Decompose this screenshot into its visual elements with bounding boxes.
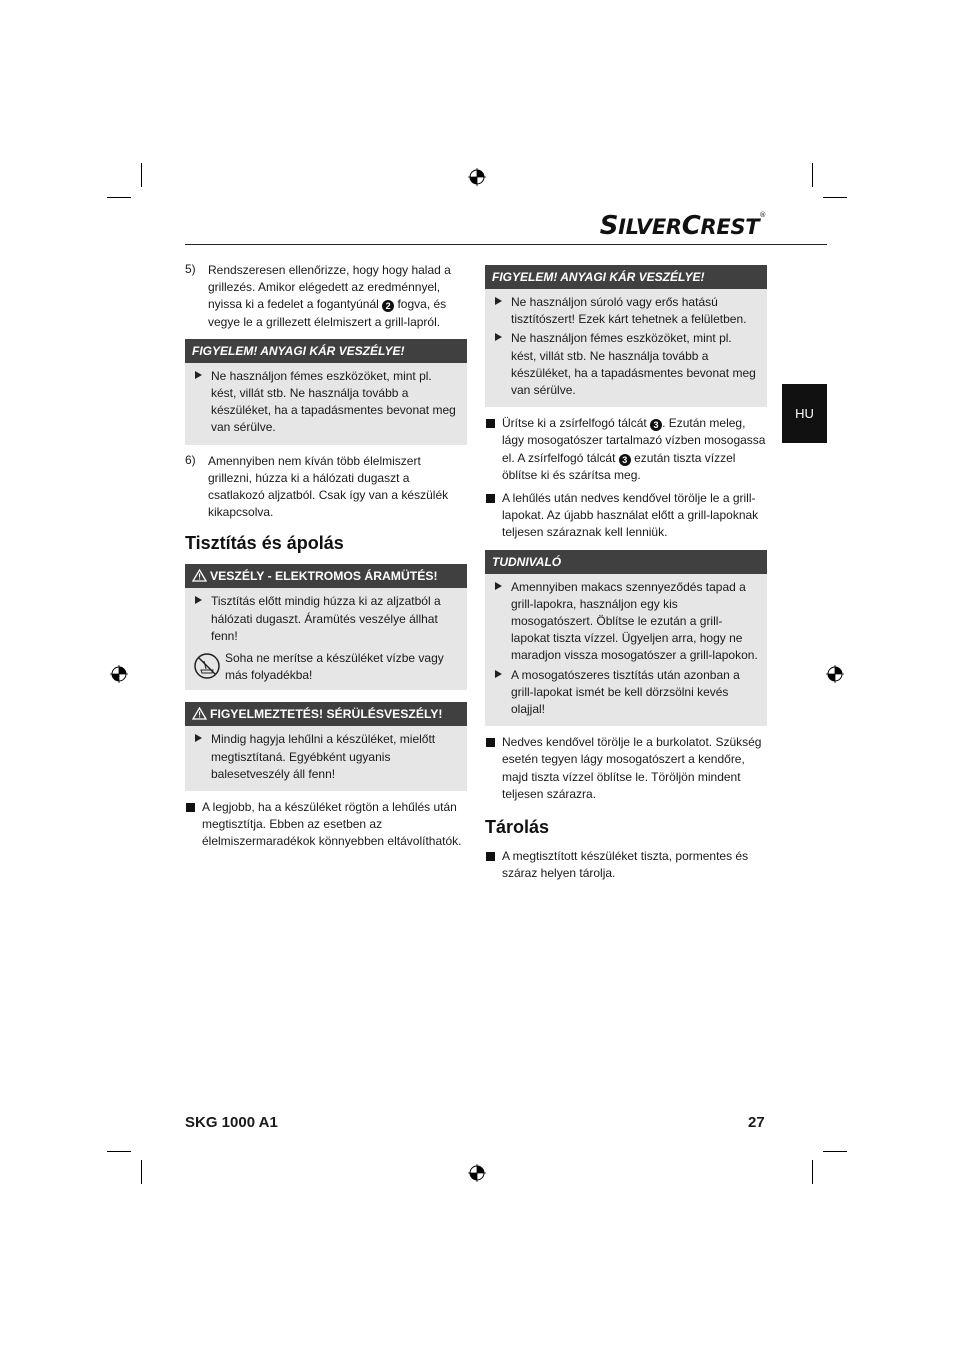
instruction-paragraph: A lehűlés után nedves kendővel törölje le a grill-lapokat. Az újabb használat előtt a grill-lapoknak teljesen száraznak kell lenniük. [485, 490, 767, 542]
part-ref-3: 3 [650, 419, 662, 431]
instruction-paragraph: A megtisztított készüléket tiszta, pormentes és száraz helyen tárolja. [485, 848, 767, 882]
page-number: 27 [748, 1114, 765, 1131]
square-bullet-icon [486, 494, 495, 503]
left-column [185, 262, 467, 857]
warning-header: FIGYELMEZTETÉS! SÉRÜLÉSVESZÉLY! [185, 702, 467, 726]
arrow-bullet-icon [495, 297, 502, 305]
arrow-bullet-icon [195, 371, 202, 379]
crop-mark [812, 163, 813, 187]
crop-mark [141, 163, 142, 187]
crop-mark [107, 197, 131, 198]
danger-box-electric-shock [185, 564, 467, 690]
caution-header: FIGYELEM! ANYAGI KÁR VESZÉLYE! [185, 339, 467, 363]
list-item: Ne használjon fémes eszközöket, mint pl. kést, villát stb. Ne használja tovább a készüléket, ha a tapadásmentes bevonat meg van sérülve. [493, 330, 759, 399]
crop-mark [823, 1151, 847, 1152]
warning-triangle-icon [192, 569, 207, 582]
model-number: SKG 1000 A1 [185, 1114, 278, 1131]
list-item: Ne használjon súroló vagy erős hatású tisztítószert! Ezek kárt tehetnek a felületben. [493, 294, 759, 328]
step-6: 6) Amennyiben nem kíván több élelmiszert grillezni, húzza ki a hálózati dugaszt a csatlakozó aljzatból. Csak így van a készülék kikapcsolva. [185, 452, 449, 520]
list-item: Tisztítás előtt mindig húzza ki az aljzatból a hálózati dugaszt. Áramütés veszélye állhat fenn! [193, 593, 459, 645]
crop-mark [823, 197, 847, 198]
caution-box-material-damage [185, 339, 467, 445]
instruction-paragraph: A legjobb, ha a készüléket rögtön a lehűlés után megtisztítja. Ebben az esetben az élelmiszermaradékok könnyebben eltávolíthatók. [185, 799, 467, 851]
square-bullet-icon [486, 852, 495, 861]
note-box [485, 550, 767, 727]
crop-mark [812, 1160, 813, 1184]
square-bullet-icon [486, 419, 495, 428]
no-immersion-notice: Soha ne merítse a készüléket vízbe vagy más folyadékba! [193, 650, 459, 684]
language-tab: HU [782, 384, 827, 443]
arrow-bullet-icon [495, 670, 502, 678]
crop-mark [141, 1160, 142, 1184]
arrow-bullet-icon [195, 596, 202, 604]
section-heading-cleaning: Tisztítás és ápolás [185, 533, 344, 554]
part-ref-3: 3 [619, 454, 631, 466]
header-rule [185, 244, 827, 245]
silvercrest-logo: SILVERCREST® [599, 211, 766, 241]
list-item: A mosogatószeres tisztítás után azonban a grill-lapokat ismét be kell dörzsölni kevés olajjal! [493, 667, 759, 719]
arrow-bullet-icon [495, 333, 502, 341]
registration-mark-icon [468, 1164, 486, 1182]
part-ref-2: 2 [382, 300, 394, 312]
caution-box-material-damage [485, 265, 767, 407]
section-heading-storage: Tárolás [485, 817, 550, 838]
registration-mark-icon [826, 665, 844, 683]
list-item: Mindig hagyja lehűlni a készüléket, mielőtt megtisztítaná. Egyébként ugyanis balesetveszély áll fenn! [193, 731, 459, 783]
instruction-paragraph: Nedves kendővel törölje le a burkolatot. Szükség esetén tegyen lágy mosogatószert a kendőre, majd tiszta vízzel öblítse le. Töröljön mindent teljesen szárazra. [485, 734, 767, 803]
square-bullet-icon [186, 803, 195, 812]
step-5: 5) Rendszeresen ellenőrizze, hogy hogy halad a grillezés. Amikor elégedett az eredménnyel, nyissa ki a fedelet a fogantyúnál 2 fogva, és vegye le a grillezett élelmiszert a grill-lapról. [185, 262, 451, 329]
danger-header: VESZÉLY - ELEKTROMOS ÁRAMÜTÉS! [185, 564, 467, 588]
right-column [485, 262, 767, 888]
list-item: Ne használjon fémes eszközöket, mint pl. kést, villát stb. Ne használja tovább a készüléket, ha a tapadásmentes bevonat meg van sérülve. [193, 368, 459, 437]
crop-mark [107, 1151, 131, 1152]
square-bullet-icon [486, 738, 495, 747]
caution-header: FIGYELEM! ANYAGI KÁR VESZÉLYE! [485, 265, 767, 289]
list-item: Amennyiben makacs szennyeződés tapad a grill-lapokra, használjon egy kis mosogatószert. Öblítse le ezután a grill-lapokat tiszta vízzel. Ügyeljen arra, hogy ne maradjon vissza mosogatószer a grill-lapokon. [493, 579, 759, 665]
note-header: TUDNIVALÓ [485, 550, 767, 574]
no-water-immersion-icon [193, 652, 221, 680]
registration-mark-icon [110, 665, 128, 683]
warning-triangle-icon [192, 707, 207, 720]
instruction-paragraph: Ürítse ki a zsírfelfogó tálcát 3 . Ezután meleg, lágy mosogatószer tartalmazó vízben mosogassa el. A zsírfelfogó tálcát 3 ezután tiszta vízzel öblítse ki és szárítsa meg. [485, 415, 767, 484]
arrow-bullet-icon [195, 734, 202, 742]
warning-box-injury [185, 702, 467, 791]
registration-mark-icon [468, 168, 486, 186]
arrow-bullet-icon [495, 582, 502, 590]
